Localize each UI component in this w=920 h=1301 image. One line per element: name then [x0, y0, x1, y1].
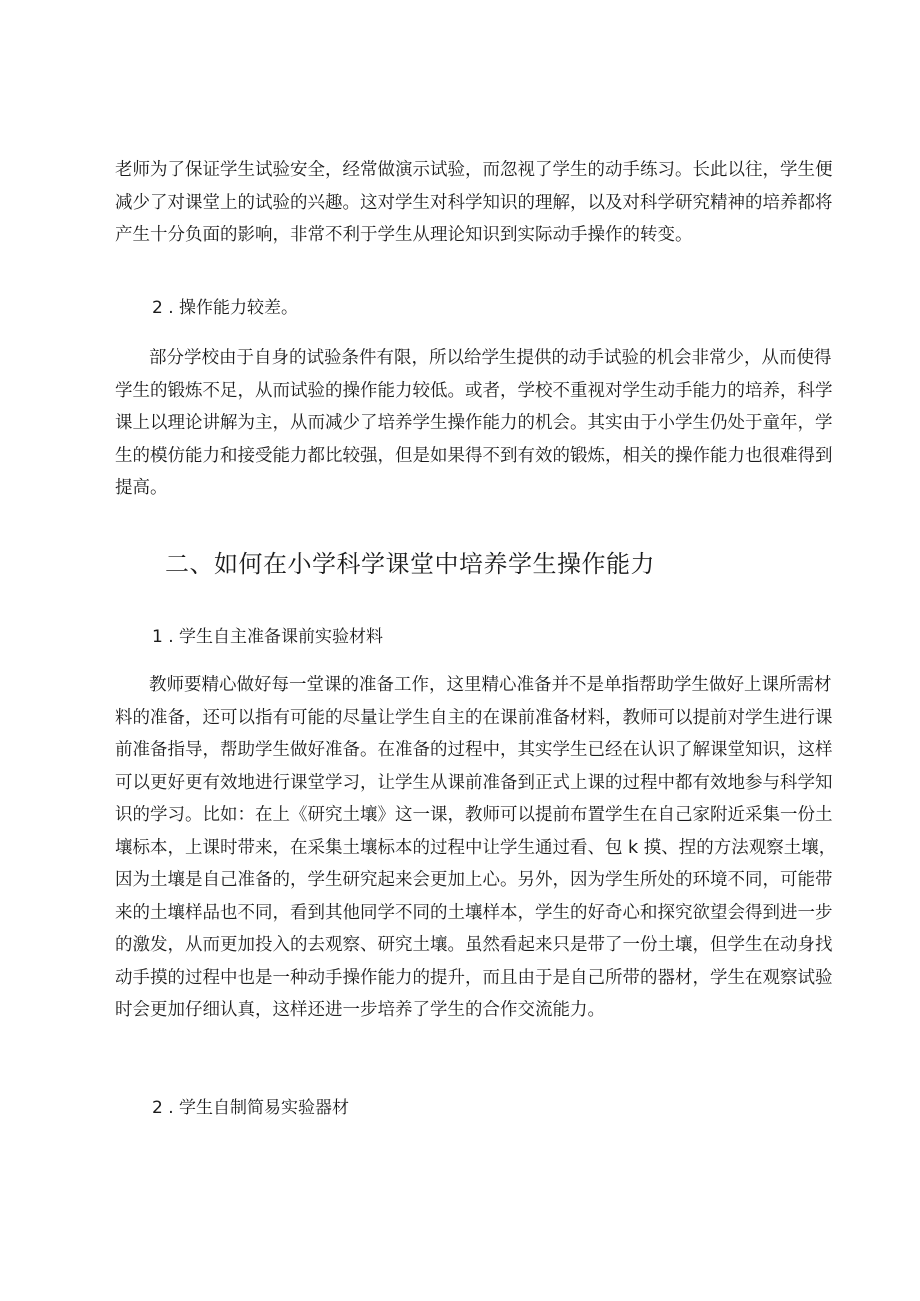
paragraph-line: 生的模仿能力和接受能力都比较强，但是如果得不到有效的锻炼，相关的操作能力也很难得到 — [115, 445, 833, 466]
paragraph-line: 前准备指导，帮助学生做好准备。在准备的过程中，其实学生已经在认识了解课堂知识，这样 — [115, 740, 833, 760]
paragraph-line: 提高。 — [115, 478, 168, 498]
paragraph-line: 来的土壤样品也不同，看到其他同学不同的土壤样本，学生的好奇心和探究欲望会得到进一步 — [115, 902, 833, 923]
paragraph-line: 老师为了保证学生试验安全，经常做演示试验，而忽视了学生的动手练习。长此以往，学生便 — [115, 160, 833, 180]
paragraph-line: 料的准备，还可以指有可能的尽量让学生自主的在课前准备材料，教师可以提前对学生进行课 — [115, 707, 833, 728]
paragraph-line: 部分学校由于自身的试验条件有限，所以给学生提供的动手试验的机会非常少，从而使得 — [149, 348, 832, 368]
paragraph-line: 产生十分负面的影响，非常不利于学生从理论知识到实际动手操作的转变。 — [115, 225, 693, 245]
subheading-self-made-equipment: 2 . 学生自制简易实验器材 — [152, 1098, 350, 1118]
paragraph-line: 时会更加仔细认真，这样还进一步培养了学生的合作交流能力。 — [115, 1000, 605, 1020]
paragraph-teacher-preparation — [115, 669, 837, 1027]
paragraph-line: 可以更好更有效地进行课堂学习，让学生从课前准备到正式上课的过程中都有效地参与科学知 — [115, 772, 833, 793]
point-heading-operation-ability: 2 . 操作能力较差。 — [152, 298, 299, 318]
paragraph-line: 因为土壤是自己准备的，学生研究起来会更加上心。另外，因为学生所处的环境不同，可能带 — [115, 870, 833, 890]
subheading-prepare-materials: 1 . 学生自主准备课前实验材料 — [152, 627, 384, 647]
paragraph-line: 壤标本，上课时带来，在采集土壤标本的过程中让学生通过看、包 k 摸、捏的方法观察土壤， — [115, 837, 837, 858]
paragraph-student-safety — [115, 154, 833, 252]
paragraph-school-conditions — [115, 342, 833, 505]
paragraph-line: 的激发，从而更加投入的去观察、研究土壤。虽然看起来只是带了一份土壤，但学生在动身找 — [115, 935, 833, 955]
section-heading: 二、如何在小学科学课堂中培养学生操作能力 — [165, 550, 655, 578]
paragraph-line: 识的学习。比如：在上《研究土壤》这一课，教师可以提前布置学生在自己家附近采集一份土 — [115, 805, 833, 825]
paragraph-line: 减少了对课堂上的试验的兴趣。这对学生对科学知识的理解，以及对科学研究精神的培养都将 — [115, 192, 833, 213]
paragraph-line: 课上以理论讲解为主，从而减少了培养学生操作能力的机会。其实由于小学生仍处于童年，学 — [115, 413, 833, 433]
paragraph-line: 学生的锻炼不足，从而试验的操作能力较低。或者，学校不重视对学生动手能力的培养，科学 — [115, 380, 833, 401]
paragraph-line: 教师要精心做好每一堂课的准备工作，这里精心准备并不是单指帮助学生做好上课所需材 — [149, 675, 832, 695]
paragraph-line: 动手摸的过程中也是一种动手操作能力的提升，而且由于是自己所带的器材，学生在观察试验 — [115, 967, 833, 988]
